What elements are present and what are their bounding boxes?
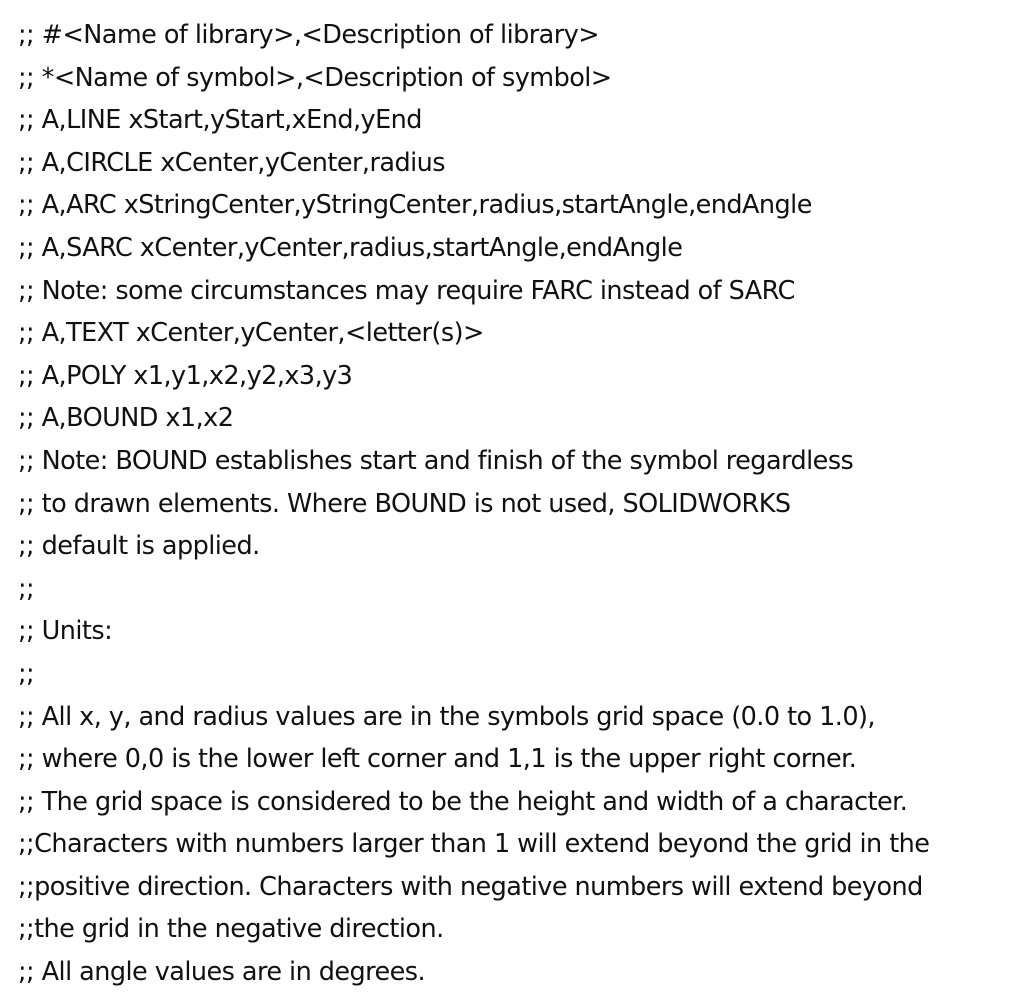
comment-line-farc-note: ;; Note: some circumstances may require FARC instead of SARC (18, 275, 795, 306)
comment-line-blank: ;; (18, 658, 35, 689)
comment-line-sarc-syntax: ;; A,SARC xCenter,yCenter,radius,startAngle,endAngle (18, 232, 683, 263)
comment-line-text-syntax: ;; A,TEXT xCenter,yCenter,<letter(s)> (18, 318, 484, 349)
comment-line-bound-syntax: ;; A,BOUND x1,x2 (18, 403, 234, 434)
comment-line-arc-syntax: ;; A,ARC xStringCenter,yStringCenter,radius,startAngle,endAngle (18, 190, 812, 221)
comment-line-units-heading: ;; Units: (18, 616, 113, 647)
comment-line-symbol-header: ;; *<Name of symbol>,<Description of symbol> (18, 62, 612, 93)
comment-line-grid-character-size: ;; The grid space is considered to be the height and width of a character. (18, 786, 908, 817)
comment-line-circle-syntax: ;; A,CIRCLE xCenter,yCenter,radius (18, 147, 446, 178)
comment-line-line-syntax: ;; A,LINE xStart,yStart,xEnd,yEnd (18, 105, 422, 136)
comment-line-poly-syntax: ;; A,POLY x1,y1,x2,y2,x3,y3 (18, 360, 353, 391)
comment-line-larger-values: ;;Characters with numbers larger than 1 will extend beyond the grid in the (18, 829, 930, 860)
comment-line-angle-units: ;; All angle values are in degrees. (18, 957, 426, 988)
symbol-library-comment-block (18, 14, 1010, 994)
comment-line-blank: ;; (18, 573, 35, 604)
comment-line-negative-values: ;;positive direction. Characters with negative numbers will extend beyond (18, 871, 923, 902)
comment-line-negative-direction: ;;the grid in the negative direction. (18, 914, 444, 945)
comment-line-grid-space: ;; All x, y, and radius values are in the symbols grid space (0.0 to 1.0), (18, 701, 875, 732)
comment-line-bound-note: ;; Note: BOUND establishes start and finish of the symbol regardless (18, 445, 854, 476)
comment-line-library-header: ;; #<Name of library>,<Description of library> (18, 20, 600, 50)
comment-line-default-applied: ;; default is applied. (18, 531, 260, 562)
comment-line-bound-note-continued: ;; to drawn elements. Where BOUND is not used, SOLIDWORKS (18, 488, 791, 519)
comment-line-grid-corners: ;; where 0,0 is the lower left corner and 1,1 is the upper right corner. (18, 744, 857, 775)
